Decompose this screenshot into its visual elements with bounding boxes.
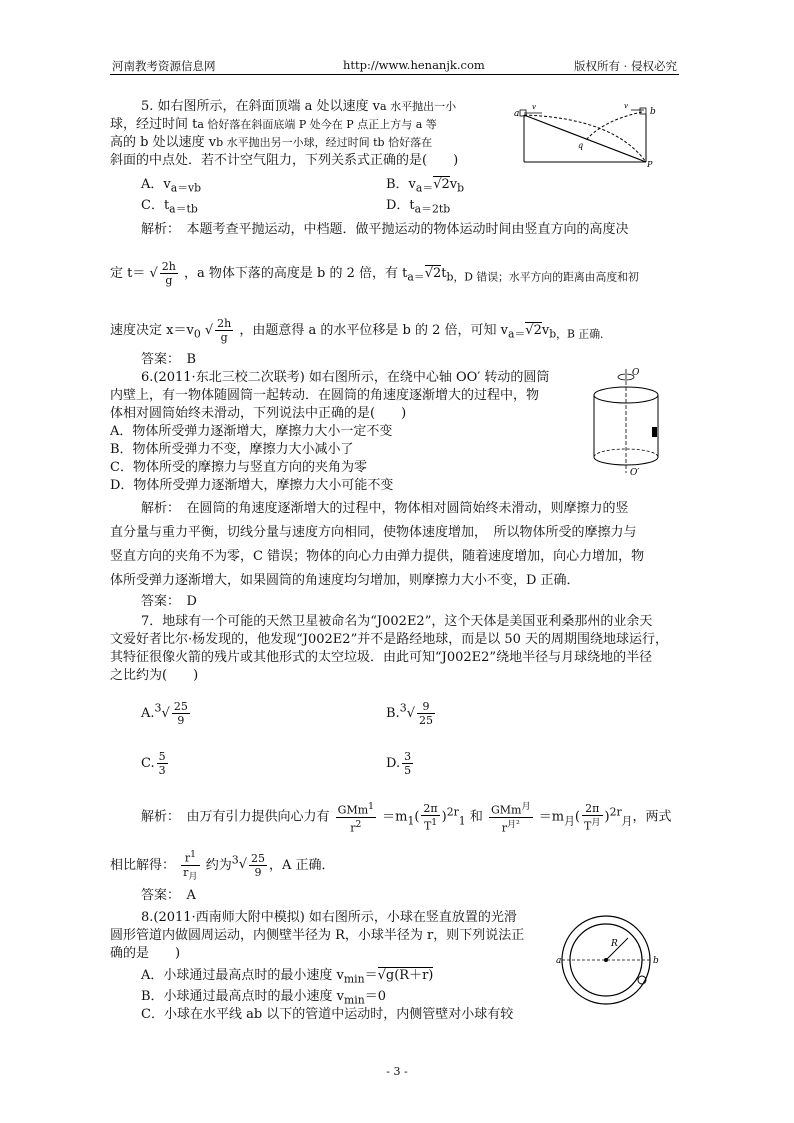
q8-line-1: 8.(2011·西南师大附中模拟) 如右图所示，小球在竖直放置的光滑 bbox=[141, 910, 517, 925]
label-o-prime: O′ bbox=[630, 468, 640, 477]
label-b: b bbox=[650, 107, 656, 117]
q5-option-d: D．$t_{a=2tb}$ bbox=[386, 198, 451, 216]
q6-line-1: 6.(2011·东北三校二次联考) 如右图所示，在绕中心轴 OO′ 转动的圆筒 bbox=[141, 370, 550, 385]
q8-option-c: C．小球在水平线 ab 以下的管道中运动时，内侧管壁对小球有较 bbox=[141, 1007, 514, 1022]
q7-line-1: 7．地球有一个可能的天然卫星被命名为“J002E2”，这个天体是美国亚利桑那州的业余天 bbox=[141, 614, 653, 629]
incline-projectile-figure bbox=[514, 100, 656, 170]
q6-answer: 答案： D bbox=[141, 594, 197, 609]
label-o: O bbox=[632, 368, 640, 378]
q5-explain-2: 定 t＝ √ $\frac{2h}{g}$ ，a 物体下落的高度是 b 的 2 倍，有 $t_{a=}√2t_{b,D 错误;水平方向的距离由高度和初}$ bbox=[110, 260, 639, 287]
q5-answer: 答案： B bbox=[141, 352, 197, 367]
q7-line-4: 之比约为( ) bbox=[110, 668, 199, 683]
q5-option-c: C．$t_{a=tb}$ bbox=[141, 198, 198, 216]
q7-option-a: A.$^3$√ $\frac{25}{9}$ bbox=[141, 700, 188, 727]
label-q: q bbox=[578, 141, 584, 150]
q5-line-4: 斜面的中点处．若不计空气阻力，下列关系式正确的是( ) bbox=[110, 153, 459, 168]
q8-option-a: A．小球通过最高点时的最小速度 $v_{min}=√g(R+r)$ bbox=[141, 968, 434, 986]
label-a: a bbox=[556, 956, 562, 966]
q6-option-b: B．物体所受弹力不变，摩擦力大小减小了 bbox=[110, 442, 354, 457]
header-left: 河南教考资源信息网 bbox=[112, 59, 216, 73]
q7-option-b: B.$^3$√ $\frac{9}{25}$ bbox=[386, 700, 433, 727]
q7-option-d: D. $\frac{3}{5}$ bbox=[386, 750, 412, 777]
header-right: 版权所有 · 侵权必究 bbox=[574, 59, 677, 73]
label-r: R bbox=[611, 939, 618, 949]
q6-option-d: D．物体所受弹力逐渐增大，摩擦力大小可能不变 bbox=[110, 478, 394, 493]
label-va: v bbox=[532, 103, 536, 111]
header-url: http://www.henanjk.com bbox=[343, 58, 485, 72]
q5-option-a: A．$v_{a=vb}$ bbox=[141, 177, 202, 195]
q7-option-c: C. $\frac{5}{3}$ bbox=[141, 750, 166, 777]
q7-line-3: 其特征很像火箭的残片或其他形式的太空垃圾．由此可知“J002E2”绕地半径与月球绕地的半径 bbox=[110, 650, 653, 665]
q5-explain-1: 解析： 本题考查平抛运动，中档题．做平抛运动的物体运动时间由竖直方向的高度决 bbox=[141, 222, 629, 237]
rotating-cylinder-figure bbox=[590, 365, 670, 477]
label-a: a bbox=[514, 109, 520, 119]
q7-line-2: 文爱好者比尔·杨发现的，他发现“J002E2”并不是路经地球，而是以 50 天的周期围绕地球运行， bbox=[110, 632, 669, 647]
page-number: - 3 - bbox=[386, 1065, 408, 1078]
label-b: b bbox=[653, 956, 659, 966]
q8-line-3: 确的是 ) bbox=[110, 946, 181, 961]
q5-line-3: 高的 b 处以速度 vb 水平抛出另一小球，经过时间 tb 恰好落在 bbox=[110, 135, 433, 150]
label-p: P bbox=[647, 160, 653, 169]
q7-explain-2: 相比解得： $\frac{r^1}{r_月}$ 约为$^3$√ $\frac{25}{9}$ ，A 正确． bbox=[110, 849, 335, 882]
q7-answer: 答案： A bbox=[141, 888, 196, 903]
q6-explain-1: 解析： 在圆筒的角速度逐渐增大的过程中，物体相对圆筒始终未滑动，则摩擦力的竖 bbox=[141, 501, 629, 516]
q8-option-b: B．小球通过最高点时的最小速度 $v_{min}=0$ bbox=[141, 989, 387, 1007]
q6-option-c: C．物体所受的摩擦力与竖直方向的夹角为零 bbox=[110, 460, 367, 475]
q5-line-1: 5. 如右图所示，在斜面顶端 a 处以速度 va 水平抛出一小 bbox=[141, 99, 457, 114]
label-vb: v bbox=[624, 102, 628, 110]
q6-line-3: 体相对圆筒始终未滑动，下列说法中正确的是( ) bbox=[110, 406, 407, 421]
q5-explain-3: 速度决定 $x=v_0$ √ $\frac{2h}{g}$ ，由题意得 a 的水平位移是 b 的 2 倍，可知 $v_{a=}√2v_{b,B 正确.}$ bbox=[110, 317, 611, 344]
q8-line-2: 圆形管道内做圆周运动，内侧壁半径为 R，小球半径为 r，则下列说法正 bbox=[110, 928, 525, 943]
q6-option-a: A．物体所受弹力逐渐增大，摩擦力大小一定不变 bbox=[110, 424, 393, 439]
q5-option-b: B．$v_{a=}√2v_b$ bbox=[386, 177, 465, 195]
q6-explain-4: 体所受弹力逐渐增大，如果圆筒的角速度均匀增加，则摩擦力大小不变，D 正确． bbox=[110, 573, 580, 588]
q5-line-2: 球，经过时间 ta 恰好落在斜面底端 P 处今在 P 点正上方与 a 等 bbox=[110, 117, 437, 132]
page-header bbox=[110, 56, 679, 75]
circular-tube-figure bbox=[556, 910, 666, 1010]
q7-explain-1: 解析： 由万有引力提供向心力有 $\frac{GMm^1}{r^2}$ $=m_1$( $\frac{2\pi}{T^1}$ )$^{2r}_1$ 和 $\frac{GMm^月}{r^{月^2}}$ $=m_月$( $\frac{2\pi}{T^月}$ )$^{2r}_月$，两式 bbox=[141, 801, 672, 835]
q6-explain-2: 直分量与重力平衡，切线分量与速度方向相同，使物体速度增加， 所以物体所受的摩擦力与 bbox=[110, 525, 637, 540]
q6-line-2: 内壁上，有一物体随圆筒一起转动．在圆筒的角速度逐渐增大的过程中，物 bbox=[110, 388, 540, 403]
q6-explain-3: 竖直方向的夹角不为零，C 错误；物体的向心力由弹力提供，随着速度增加，向心力增加，物 bbox=[110, 549, 645, 564]
